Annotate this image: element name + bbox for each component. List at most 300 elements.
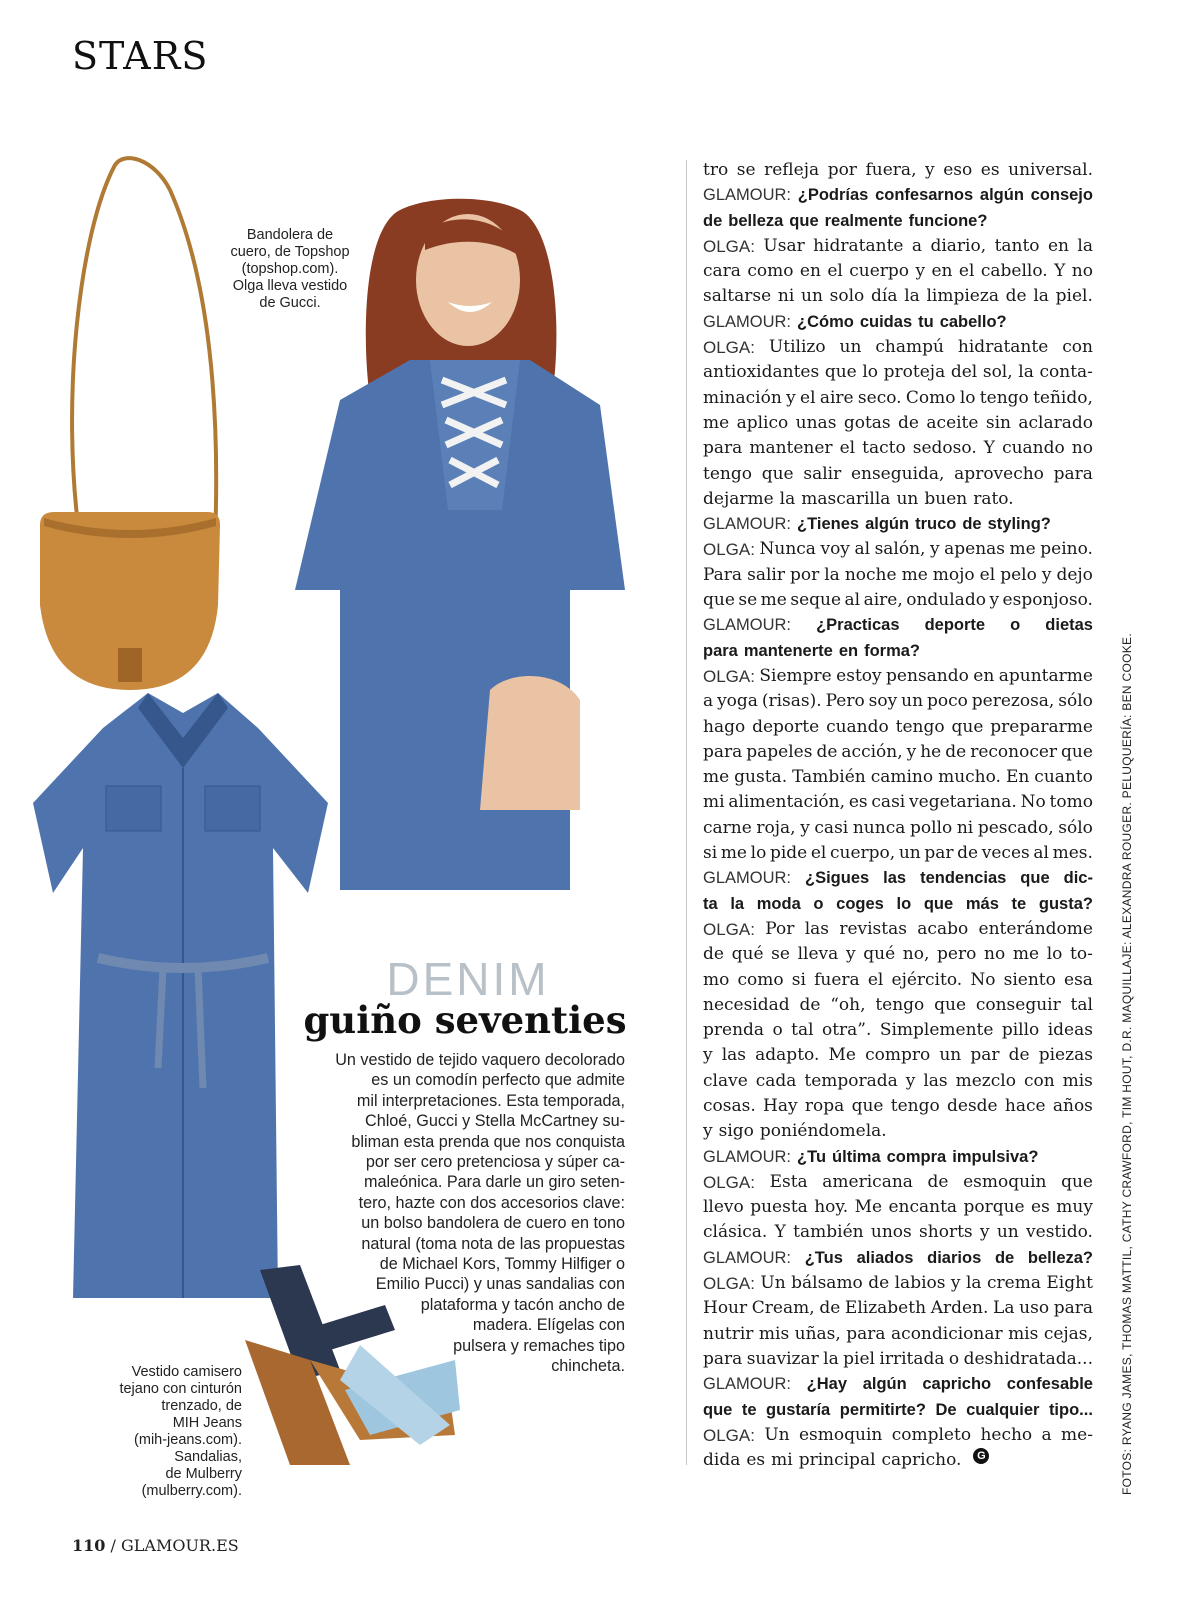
answer-line bbox=[703, 588, 1093, 613]
word: y bbox=[979, 1222, 990, 1243]
word: para bbox=[846, 1323, 886, 1344]
caption-line: Vestido camisero bbox=[131, 1364, 242, 1380]
answer-line bbox=[703, 1094, 1093, 1119]
word: realmente bbox=[824, 211, 903, 230]
word: tal bbox=[791, 1020, 814, 1041]
caption-line: MIH Jeans bbox=[172, 1415, 242, 1431]
word: mis bbox=[1008, 1323, 1039, 1344]
word: revistas bbox=[839, 918, 907, 939]
word: me bbox=[703, 412, 730, 433]
word: rato. bbox=[973, 488, 1014, 509]
word: un bbox=[996, 1222, 1019, 1243]
word: las bbox=[804, 918, 830, 939]
word: acabo bbox=[917, 918, 969, 939]
word: de bbox=[945, 741, 967, 762]
word: en bbox=[931, 261, 953, 282]
word: que bbox=[761, 463, 794, 484]
word: pescado, bbox=[977, 817, 1054, 838]
word: ¿Tienes bbox=[797, 515, 860, 534]
word: alimentación, bbox=[728, 792, 846, 813]
word: de bbox=[994, 1248, 1015, 1267]
word: ¿Tus bbox=[804, 1248, 843, 1267]
word: para bbox=[703, 741, 743, 762]
word: se bbox=[736, 160, 756, 180]
word: mezclo bbox=[955, 1070, 1016, 1091]
word: el bbox=[979, 564, 996, 585]
question-line bbox=[703, 1372, 1093, 1397]
word: bálsamo bbox=[791, 1273, 863, 1294]
word: cabello. bbox=[980, 261, 1048, 282]
word: ni bbox=[777, 286, 795, 307]
word: y bbox=[845, 944, 856, 965]
answer-line bbox=[703, 487, 1093, 512]
speaker-label: OLGA: bbox=[703, 919, 755, 939]
intro-line: de Michael Kors, Tommy Hilfiger o bbox=[379, 1255, 625, 1274]
word: me bbox=[901, 564, 928, 585]
word: que bbox=[923, 894, 954, 913]
word: crema bbox=[986, 1273, 1041, 1294]
word: qué bbox=[863, 944, 896, 965]
word: el bbox=[800, 387, 816, 408]
word: y bbox=[703, 1045, 713, 1066]
question-line bbox=[703, 892, 1093, 917]
answer-line bbox=[703, 968, 1093, 993]
caption-dress bbox=[92, 1364, 242, 1500]
word: ideas bbox=[1047, 1020, 1093, 1041]
caption-line: Olga lleva vestido bbox=[232, 278, 348, 294]
word: de bbox=[868, 1273, 890, 1294]
word: dejo bbox=[1056, 564, 1093, 585]
word: la bbox=[824, 564, 840, 585]
word: mis bbox=[758, 1323, 790, 1344]
word: no bbox=[1071, 261, 1093, 282]
word: la bbox=[730, 894, 745, 913]
word: o bbox=[1010, 616, 1021, 635]
word: no bbox=[984, 944, 1006, 965]
word: cejas, bbox=[1043, 1323, 1093, 1344]
word: de bbox=[957, 843, 979, 864]
answer-line bbox=[703, 1018, 1093, 1043]
caption-line: de Mulberry bbox=[165, 1466, 242, 1482]
word: irritada bbox=[879, 1348, 945, 1369]
word: ¿Podrías bbox=[797, 186, 869, 205]
word: eso bbox=[943, 160, 973, 180]
word: No bbox=[970, 969, 996, 990]
word: cuerpo, bbox=[830, 843, 896, 864]
speaker-label: OLGA: bbox=[703, 338, 755, 358]
word: mo bbox=[703, 969, 730, 990]
word: pillo bbox=[1001, 1020, 1040, 1041]
speaker-label: GLAMOUR: bbox=[703, 1375, 792, 1394]
answer-line bbox=[703, 411, 1093, 436]
answer-line bbox=[703, 386, 1093, 411]
word: me- bbox=[1061, 1424, 1093, 1445]
word: me bbox=[1012, 944, 1040, 965]
word: en bbox=[1047, 235, 1069, 256]
word: de bbox=[927, 1171, 949, 1192]
word: la bbox=[1018, 362, 1034, 383]
word: salón, bbox=[874, 539, 926, 560]
word: que bbox=[951, 716, 984, 737]
question-line bbox=[703, 209, 1093, 234]
word: compra bbox=[886, 1147, 947, 1166]
word: porque bbox=[963, 1197, 1025, 1218]
word: enseguida, bbox=[850, 463, 945, 484]
word: un bbox=[898, 843, 921, 864]
speaker-label: GLAMOUR: bbox=[703, 312, 792, 331]
photo-credits: FOTOS: RYANG JAMES, THOMAS MATTIL, CATHY CRAWFORD, TIM HOUT, D.R. MAQUILLAJE: ALEXANDRA ROUGER. PELUQUERÍA: BEN COOKE. bbox=[1120, 633, 1134, 1495]
word: de bbox=[816, 741, 838, 762]
word: unos bbox=[870, 1222, 912, 1243]
word: por bbox=[827, 160, 857, 180]
intro-line: Un vestido de tejido vaquero decolorado bbox=[335, 1051, 625, 1069]
word: lo bbox=[862, 362, 879, 383]
word: mascarilla bbox=[801, 488, 891, 509]
intro-line: por ser cero pretenciosa y súper ca- bbox=[365, 1153, 625, 1172]
intro-line: un bolso bandolera de cuero en tono bbox=[361, 1214, 625, 1233]
answer-line bbox=[703, 993, 1093, 1018]
word: ta bbox=[703, 894, 718, 913]
word: para bbox=[703, 438, 743, 459]
word: si bbox=[791, 969, 806, 990]
word: fuera, bbox=[865, 160, 917, 180]
answer-line bbox=[703, 841, 1093, 866]
word: más bbox=[965, 894, 999, 913]
word: con bbox=[1023, 1070, 1055, 1091]
word: esponjoso. bbox=[1002, 590, 1093, 611]
word: que bbox=[1020, 869, 1050, 888]
word: deshidratada... bbox=[963, 1348, 1093, 1369]
word: pensando bbox=[886, 665, 969, 686]
word: nunca bbox=[852, 817, 906, 838]
word: Me bbox=[854, 1197, 883, 1218]
word: capricho. bbox=[881, 1450, 962, 1471]
word: de bbox=[962, 515, 982, 534]
word: hoy. bbox=[814, 1197, 849, 1218]
word: ¿Tu bbox=[797, 1147, 827, 1166]
intro-line: es un comodín perfecto que admite bbox=[371, 1071, 625, 1090]
word: y bbox=[915, 261, 926, 282]
intro-line: Emilio Pucci) y unas sandalias con bbox=[375, 1275, 625, 1294]
word: tanto bbox=[994, 235, 1040, 256]
word: aire, bbox=[863, 590, 903, 611]
word: de bbox=[799, 994, 821, 1015]
word: un bbox=[896, 488, 919, 509]
word: me bbox=[1009, 539, 1036, 560]
word: estoy bbox=[836, 665, 882, 686]
word: el bbox=[958, 261, 975, 282]
word: moda bbox=[756, 894, 801, 913]
word: también bbox=[793, 1222, 864, 1243]
word: mucho. bbox=[938, 767, 1001, 788]
word: permitirte? bbox=[839, 1400, 926, 1419]
speaker-label: OLGA: bbox=[703, 1172, 755, 1192]
feature-kicker: DENIM bbox=[386, 953, 550, 1005]
question-line bbox=[703, 1398, 1093, 1423]
word: tengo bbox=[703, 463, 752, 484]
answer-line bbox=[703, 563, 1093, 588]
word: Y bbox=[983, 438, 996, 459]
answer-line bbox=[703, 1195, 1093, 1220]
word: cada bbox=[755, 1070, 797, 1091]
word: seque bbox=[790, 590, 842, 611]
word: voy bbox=[820, 539, 850, 560]
answer-line bbox=[703, 740, 1093, 765]
answer-line bbox=[703, 1296, 1093, 1321]
word: mes. bbox=[1052, 843, 1093, 864]
word: Para bbox=[703, 564, 743, 585]
intro-line: maleónica. Para darle un giro seten- bbox=[364, 1173, 625, 1192]
speaker-label: GLAMOUR: bbox=[703, 186, 792, 205]
speaker-label: GLAMOUR: bbox=[703, 869, 792, 888]
word: deporte bbox=[752, 716, 820, 737]
word: ejército. bbox=[891, 969, 963, 990]
answer-line bbox=[703, 942, 1093, 967]
word: aclarado bbox=[1018, 412, 1093, 433]
word: o bbox=[948, 1348, 960, 1369]
word: un bbox=[839, 337, 862, 358]
word: me bbox=[720, 843, 747, 864]
denim-shirt-dress-illustration bbox=[28, 688, 338, 1308]
word: encanta bbox=[888, 1197, 958, 1218]
word: gusta. bbox=[734, 767, 788, 788]
word: completo bbox=[891, 1424, 972, 1445]
word: noche bbox=[844, 564, 897, 585]
word: deporte bbox=[924, 616, 986, 635]
question-line bbox=[703, 866, 1093, 891]
word: prepararme bbox=[990, 716, 1093, 737]
answer-line bbox=[703, 436, 1093, 461]
word: nutrir bbox=[703, 1323, 754, 1344]
caption-line: (topshop.com). bbox=[241, 261, 339, 277]
word: Hay bbox=[763, 1095, 798, 1116]
word: te bbox=[741, 1400, 757, 1419]
word: ¿Cómo bbox=[797, 312, 854, 331]
word: gustaría bbox=[766, 1400, 831, 1419]
word: pero bbox=[937, 944, 977, 965]
word: uñas, bbox=[794, 1323, 841, 1344]
word: dida bbox=[703, 1450, 741, 1471]
word: que bbox=[824, 362, 857, 383]
word: universal. bbox=[1008, 160, 1093, 180]
word: te bbox=[1011, 894, 1027, 913]
word: hecho bbox=[980, 1424, 1033, 1445]
word: para bbox=[1053, 1298, 1093, 1319]
word: para bbox=[703, 641, 738, 660]
word: siento bbox=[1003, 969, 1056, 990]
word: aplico bbox=[736, 412, 789, 433]
word: de bbox=[703, 944, 724, 965]
word: llevo bbox=[703, 1197, 744, 1218]
word: aliados bbox=[856, 1248, 914, 1267]
word: algún bbox=[862, 1375, 907, 1394]
word: hidratante bbox=[813, 235, 904, 256]
word: no bbox=[1071, 438, 1093, 459]
word: pollo bbox=[909, 817, 953, 838]
caption-line: de Gucci. bbox=[259, 295, 321, 311]
word: De bbox=[935, 1400, 957, 1419]
word: enterándome bbox=[978, 918, 1093, 939]
word: temporada bbox=[804, 1070, 898, 1091]
word: las bbox=[923, 1070, 948, 1091]
question-line bbox=[703, 183, 1093, 208]
word: el bbox=[827, 261, 843, 282]
word: para bbox=[1053, 463, 1093, 484]
word: papeles bbox=[746, 741, 813, 762]
word: tengo bbox=[890, 1095, 940, 1116]
end-mark-icon: G bbox=[973, 1448, 989, 1464]
word: y bbox=[1041, 564, 1052, 585]
word: y bbox=[925, 160, 935, 180]
word: como bbox=[747, 261, 794, 282]
word: puesta bbox=[750, 1197, 808, 1218]
word: aire bbox=[819, 387, 854, 408]
word: seco. bbox=[857, 387, 902, 408]
word: de bbox=[1008, 1045, 1030, 1066]
word: que bbox=[789, 211, 819, 230]
answer-line bbox=[703, 1347, 1093, 1372]
word: mi bbox=[771, 1450, 793, 1471]
word: el bbox=[867, 969, 884, 990]
word: carne bbox=[703, 817, 752, 838]
caption-line: Sandalias, bbox=[174, 1449, 242, 1465]
answer-line bbox=[703, 664, 1093, 689]
intro-line: chincheta. bbox=[551, 1357, 625, 1376]
word: piel. bbox=[1055, 286, 1093, 307]
word: Nunca bbox=[759, 539, 816, 560]
word: forma? bbox=[864, 641, 920, 660]
word: sedoso. bbox=[912, 438, 977, 459]
word: y bbox=[989, 590, 1000, 611]
word: saltarse bbox=[703, 286, 772, 307]
word: ropa bbox=[804, 1095, 845, 1116]
word: Esta bbox=[769, 1171, 808, 1192]
word: esa bbox=[1064, 969, 1093, 990]
word: a bbox=[703, 691, 714, 712]
word: cuanto bbox=[1034, 767, 1093, 788]
word: dic- bbox=[1063, 869, 1093, 888]
word: apuntarme bbox=[998, 665, 1093, 686]
speaker-label: OLGA: bbox=[703, 666, 755, 686]
answer-line bbox=[703, 917, 1093, 942]
word: Y bbox=[774, 1222, 786, 1243]
word: cuerpo bbox=[849, 261, 910, 282]
intro-line: Chloé, Gucci y Stella McCartney su- bbox=[365, 1112, 625, 1131]
word: qué bbox=[731, 944, 764, 965]
intro-line: mil interpretaciones. Esta temporada, bbox=[356, 1091, 625, 1110]
word: de bbox=[898, 412, 919, 433]
word: cualquier bbox=[966, 1400, 1040, 1419]
word: confesable bbox=[1006, 1375, 1093, 1394]
word: que bbox=[851, 1095, 884, 1116]
word: última bbox=[832, 1147, 881, 1166]
word: Un bbox=[760, 1273, 786, 1294]
word: poniéndomela. bbox=[759, 1121, 887, 1142]
word: belleza bbox=[728, 211, 784, 230]
word: lleva bbox=[797, 944, 839, 965]
intro-line: bliman esta prenda que nos conquista bbox=[351, 1132, 625, 1151]
word: suavizar bbox=[746, 1348, 819, 1369]
question-line bbox=[703, 512, 1093, 537]
word: tacto bbox=[862, 438, 906, 459]
word: tal bbox=[1070, 994, 1093, 1015]
word: y bbox=[950, 1273, 961, 1294]
word: poco bbox=[926, 691, 968, 712]
word: Usar bbox=[763, 235, 805, 256]
word: apenas bbox=[944, 539, 1006, 560]
word: es bbox=[848, 792, 868, 813]
word: salir bbox=[747, 564, 785, 585]
word: pide bbox=[769, 843, 808, 864]
word: sólo bbox=[1058, 691, 1093, 712]
word: reconocer bbox=[970, 741, 1058, 762]
word: tengo bbox=[979, 387, 1029, 408]
question-line bbox=[703, 639, 1093, 664]
word: También bbox=[792, 767, 866, 788]
word: lo bbox=[1046, 944, 1063, 965]
word: en bbox=[799, 261, 821, 282]
word: Siempre bbox=[759, 665, 832, 686]
word: camino bbox=[870, 767, 934, 788]
word: solo bbox=[829, 286, 865, 307]
caption-line: (mulberry.com). bbox=[141, 1483, 242, 1499]
word: prenda bbox=[703, 1020, 765, 1041]
word: acondicionar bbox=[891, 1323, 1003, 1344]
word: mojo bbox=[932, 564, 975, 585]
word: clave bbox=[703, 1070, 748, 1091]
word: consejo bbox=[1030, 186, 1093, 205]
word: o bbox=[813, 894, 824, 913]
word: la bbox=[779, 488, 796, 509]
speaker-label: GLAMOUR: bbox=[703, 515, 792, 534]
word: Un bbox=[764, 1424, 790, 1445]
word: mis bbox=[1062, 1070, 1093, 1091]
word: muy bbox=[1056, 1197, 1093, 1218]
word: o bbox=[772, 1020, 783, 1041]
word: buen bbox=[924, 488, 968, 509]
word: ¿Hay bbox=[806, 1375, 848, 1394]
feature-headline: guiño seventies bbox=[303, 998, 627, 1042]
word: cosas. bbox=[703, 1095, 756, 1116]
answer-line bbox=[703, 284, 1093, 309]
word: Cream, bbox=[751, 1298, 815, 1319]
answer-line bbox=[703, 1271, 1093, 1296]
word: tomo bbox=[1049, 792, 1093, 813]
word: veces bbox=[981, 843, 1030, 864]
word: de bbox=[1005, 286, 1027, 307]
word: un bbox=[901, 691, 924, 712]
word: casi bbox=[814, 817, 849, 838]
word: la bbox=[823, 1348, 839, 1369]
word: shorts bbox=[919, 1222, 973, 1243]
word: hace bbox=[1004, 1095, 1046, 1116]
word: otra”. bbox=[821, 1020, 872, 1041]
word: algún bbox=[865, 515, 910, 534]
word: principal bbox=[798, 1450, 876, 1471]
word: No bbox=[1020, 792, 1046, 813]
question-line bbox=[703, 1145, 1093, 1170]
speaker-label: GLAMOUR: bbox=[703, 1248, 792, 1267]
word: adapto. bbox=[755, 1045, 820, 1066]
answer-line bbox=[703, 1322, 1093, 1347]
question-line bbox=[703, 310, 1093, 335]
word: refleja bbox=[764, 160, 820, 180]
word: en bbox=[973, 665, 995, 686]
word: en bbox=[838, 641, 859, 660]
word: que bbox=[1061, 1171, 1093, 1192]
word: cuidas bbox=[859, 312, 913, 331]
word: Como bbox=[905, 387, 956, 408]
